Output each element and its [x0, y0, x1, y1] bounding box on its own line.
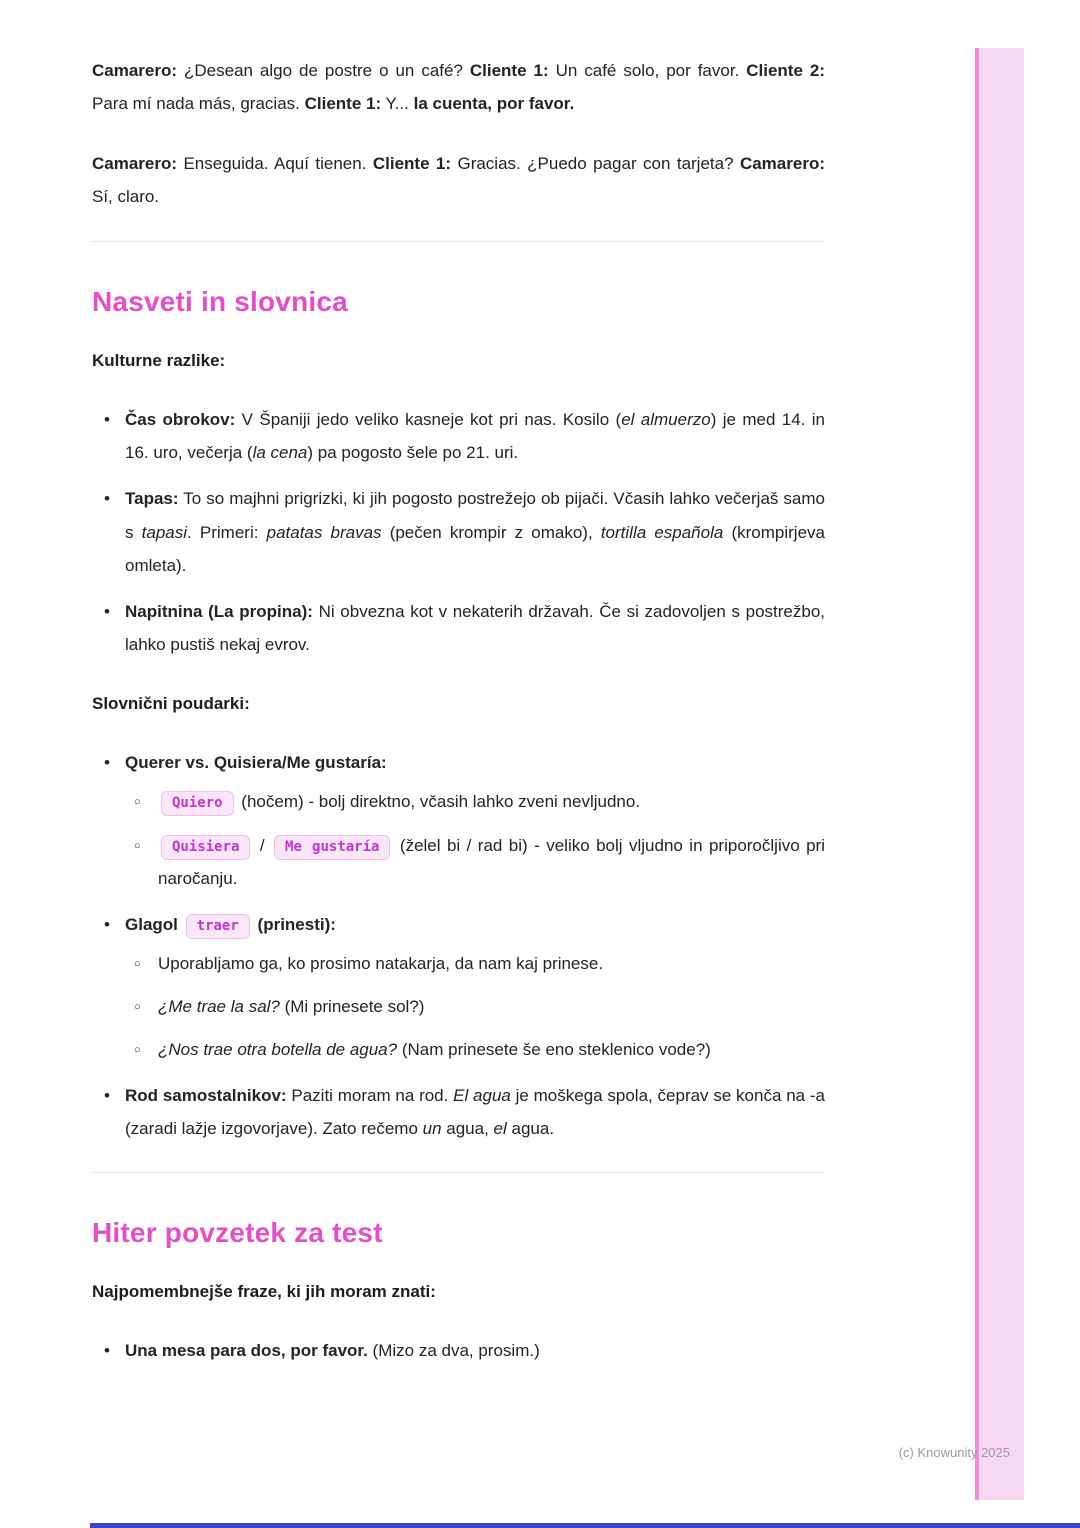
- sub-list-item: [125, 947, 825, 980]
- sub-list: [125, 947, 825, 1066]
- dialogue-paragraph-2: [92, 147, 825, 213]
- list-item: [92, 1334, 825, 1367]
- code-chip: Me gustaría: [274, 835, 390, 860]
- text-segment: el: [493, 1119, 507, 1139]
- text-segment: Uporabljamo ga, ko prosimo natakarja, da nam kaj prinese.: [158, 953, 604, 973]
- list-item: [92, 746, 825, 895]
- text-segment: (prinesti):: [257, 914, 336, 934]
- text-segment: (Mizo za dva, prosim.): [367, 1341, 540, 1361]
- text-segment: Tapas:: [125, 489, 179, 509]
- text-segment: Cliente 1:: [469, 61, 549, 80]
- list-item: [92, 908, 825, 1067]
- text-segment: (krompirjeva omleta).: [125, 522, 825, 575]
- section-heading-summary: Hiter povzetek za test: [92, 1216, 383, 1248]
- list-item: [92, 482, 825, 581]
- text-segment: agua.: [506, 1119, 555, 1139]
- text-segment: ¿Desean algo de postre o un café?: [177, 61, 470, 80]
- cultural-list: [92, 403, 825, 661]
- section-divider: [92, 241, 825, 242]
- section-divider: [92, 1172, 825, 1173]
- text-segment: agua,: [441, 1119, 494, 1139]
- text-segment: Camarero:: [92, 154, 178, 174]
- watermark: (c) Knowunity 2025: [898, 1445, 1010, 1460]
- sub-list: [125, 785, 825, 894]
- text-segment: (pečen krompir z omako),: [381, 522, 601, 542]
- text-segment: Rod samostalnikov:: [125, 1086, 287, 1106]
- text-segment: [178, 915, 183, 934]
- text-segment: Cliente 1:: [372, 154, 452, 174]
- code-chip: traer: [186, 914, 250, 939]
- text-segment: Cliente 2:: [746, 61, 825, 80]
- text-segment: tapasi: [141, 522, 188, 542]
- text-segment: Camarero:: [92, 61, 178, 80]
- text-segment: la cena: [252, 443, 308, 463]
- list-item-text: [125, 746, 825, 779]
- text-segment: To so majhni prigrizki, ki jih pogosto postrežejo ob pijači. Včasih lahko večerjaš samo s: [125, 489, 825, 542]
- list-item: [92, 1079, 825, 1145]
- text-segment: . Primeri:: [187, 522, 267, 542]
- text-segment: un: [422, 1119, 442, 1139]
- grammar-list: [92, 746, 825, 1145]
- sub-list-item: [125, 829, 825, 895]
- list-item: [92, 403, 825, 469]
- subheading-grammar: Slovnični poudarki:: [92, 694, 250, 714]
- scrollbar-thumb[interactable]: [975, 48, 979, 1500]
- document-content: [92, 0, 825, 1393]
- section-heading-tips: Nasveti in slovnica: [92, 285, 348, 317]
- text-segment: patatas bravas: [266, 522, 382, 542]
- text-segment: Napitnina (La propina):: [125, 601, 313, 621]
- text-segment: Cliente 1:: [304, 94, 382, 114]
- scrollbar-track[interactable]: [979, 48, 1024, 1500]
- text-segment: (želel bi / rad bi) - veliko bolj vljudno in priporočljivo pri naročanju.: [158, 835, 825, 888]
- text-segment: ¿Nos trae otra botella de agua?: [158, 1040, 398, 1060]
- text-segment: (Mi prinesete sol?): [279, 997, 425, 1017]
- text-segment: El agua: [453, 1086, 511, 1106]
- text-segment: el almuerzo: [621, 410, 711, 430]
- text-segment: ) pa pogosto šele po 21. uri.: [307, 443, 519, 463]
- text-segment: Ni obvezna kot v nekaterih državah. Če si zadovoljen s postrežbo, lahko pustiš nekaj evrov.: [125, 601, 825, 654]
- text-segment: Paziti moram na rod.: [286, 1086, 454, 1106]
- text-segment: Čas obrokov:: [125, 410, 236, 430]
- sub-list-item: [125, 785, 825, 818]
- code-chip: Quisiera: [161, 835, 250, 860]
- text-segment: ) je med 14. in 16. uro, večerja (: [125, 410, 825, 463]
- text-segment: Enseguida. Aquí tienen.: [177, 154, 373, 174]
- subheading-summary-phrases: Najpomembnejše fraze, ki jih moram znati:: [92, 1282, 436, 1302]
- text-segment: tortilla española: [600, 522, 724, 542]
- text-segment: Querer vs. Quisiera/Me gustaría:: [125, 753, 387, 773]
- text-segment: (Nam prinesete še eno steklenico vode?): [397, 1040, 711, 1060]
- text-segment: Y...: [381, 94, 414, 114]
- subheading-cultural: Kulturne razlike:: [92, 350, 226, 370]
- dialogue-paragraph-1: [92, 54, 825, 120]
- text-segment: Un café solo, por favor.: [548, 61, 747, 80]
- text-segment: V Španiji jedo veliko kasneje kot pri nas. Kosilo (: [235, 410, 622, 430]
- text-segment: Gracias. ¿Puedo pagar con tarjeta?: [451, 154, 740, 174]
- text-segment: /: [253, 835, 272, 855]
- text-segment: Camarero:: [739, 154, 825, 174]
- text-segment: la cuenta, por favor.: [413, 94, 575, 114]
- code-chip: Quiero: [161, 791, 234, 816]
- sub-list-item: [125, 1033, 825, 1066]
- text-segment: Una mesa para dos, por favor.: [125, 1341, 368, 1361]
- sub-list-item: [125, 990, 825, 1023]
- text-segment: Sí, claro.: [92, 187, 160, 207]
- text-segment: Para mí nada más, gracias.: [92, 94, 305, 114]
- bottom-accent-bar: [90, 1523, 1080, 1528]
- text-segment: (hočem) - bolj direktno, včasih lahko zveni nevljudno.: [236, 792, 641, 812]
- list-item-text: [125, 908, 825, 941]
- text-segment: je moškega spola, čeprav se konča na -a (zaradi lažje izgovorjave). Zato rečemo: [125, 1086, 825, 1139]
- text-segment: Glagol: [125, 914, 178, 934]
- summary-list: [92, 1334, 825, 1367]
- list-item: [92, 595, 825, 661]
- text-segment: ¿Me trae la sal?: [158, 997, 280, 1017]
